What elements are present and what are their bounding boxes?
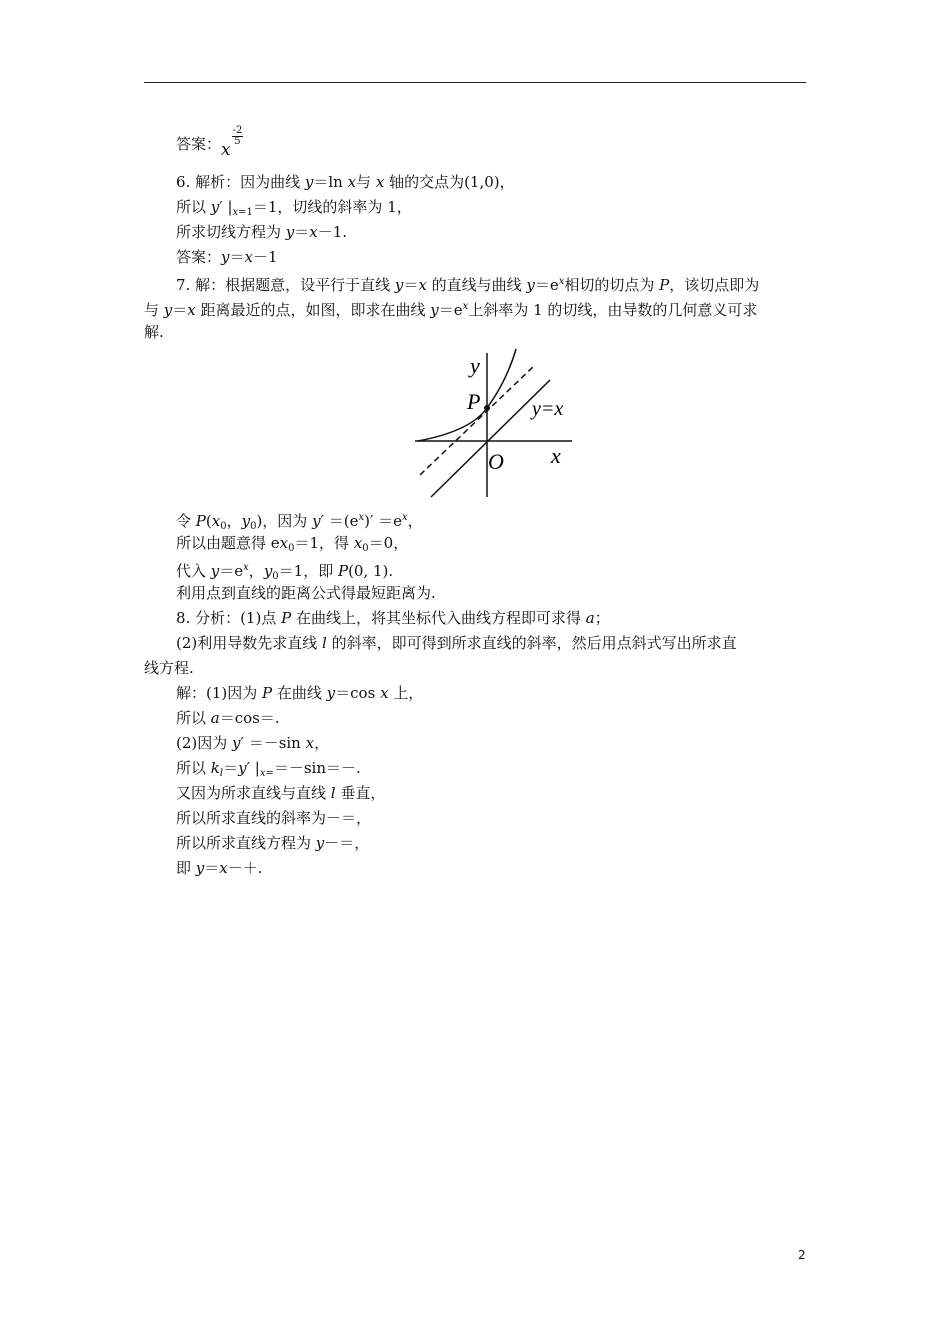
s8-line-4: 解：(1)因为 P 在曲线 y＝cos x 上， bbox=[176, 684, 424, 702]
origin-label: O bbox=[488, 449, 504, 474]
s8-line-5: 所以 a＝cos＝. bbox=[176, 709, 280, 727]
header-rule bbox=[144, 82, 806, 83]
exponent-fraction: $\frac{-2}{5}$ bbox=[232, 125, 243, 147]
s8-line-6: (2)因为 y′ ＝－sin x， bbox=[176, 734, 330, 752]
s8-line-9: 所以所求直线的斜率为－＝， bbox=[176, 809, 372, 827]
s8-line-11: 即 y＝x－＋. bbox=[176, 859, 263, 877]
s8-line-1: 8. 分析：(1)点 P 在曲线上，将其坐标代入曲线方程即可求得 a； bbox=[176, 609, 610, 627]
s7-line-6: 代入 $y=e^x$，$y_0=1$，即 P(0, 1). bbox=[176, 562, 394, 582]
s7-line-5: 所以由题意得 $ex_0=1$，得 $x_0=0$， bbox=[176, 534, 409, 554]
s8-line-2: (2)利用导数先求直线 l 的斜率，即可得到所求直线的斜率，然后用点斜式写出所求直 bbox=[176, 634, 737, 652]
s7-line-3: 解. bbox=[144, 323, 164, 341]
tangent-line bbox=[420, 365, 535, 475]
x-axis-label: x bbox=[551, 443, 561, 468]
s7-line-4: 令 $P(x_0$，$y_0$)，因为 $y' =(e^x)' =e^x$， bbox=[176, 512, 423, 532]
s8-line-7: 所以 $k_l=y'$ $|_{x=}=-\sin=-$. bbox=[176, 759, 361, 779]
answer-5: 答案：x $\frac{-2}{5}$ bbox=[176, 125, 243, 160]
y-axis-label: y bbox=[470, 353, 480, 378]
s7-line-1: 7. 解：根据题意，设平行于直线 y＝x 的直线与曲线 $y=e^x$相切的切点为 P，该切点即为 bbox=[176, 276, 760, 294]
point-p bbox=[484, 405, 490, 411]
s7-line-7: 利用点到直线的距离公式得最短距离为. bbox=[176, 584, 436, 602]
s6-line-3: 所求切线方程为 y＝x－1. bbox=[176, 223, 348, 241]
s6-line-4: 答案：y＝x－1 bbox=[176, 248, 278, 266]
s8-line-3: 线方程. bbox=[144, 659, 194, 677]
tangent-figure bbox=[410, 345, 580, 505]
page-number: 2 bbox=[798, 1248, 806, 1262]
s7-line-2: 与 y＝x 距离最近的点，如图，即求在曲线 $y=e^x$上斜率为 1 的切线，由导数的几何意义可求 bbox=[144, 301, 758, 319]
s8-line-8: 又因为所求直线与直线 l 垂直， bbox=[176, 784, 386, 802]
s6-line-2: 所以 y′ $|_{x=1}=1$，切线的斜率为 1， bbox=[176, 198, 412, 218]
s8-line-10: 所以所求直线方程为 y－＝， bbox=[176, 834, 370, 852]
p-label: P bbox=[467, 389, 481, 414]
line-label: y=x bbox=[532, 398, 564, 420]
s6-line-1: 6. 解析：因为曲线 y＝ln x与 x 轴的交点为(1,0)， bbox=[176, 173, 515, 191]
